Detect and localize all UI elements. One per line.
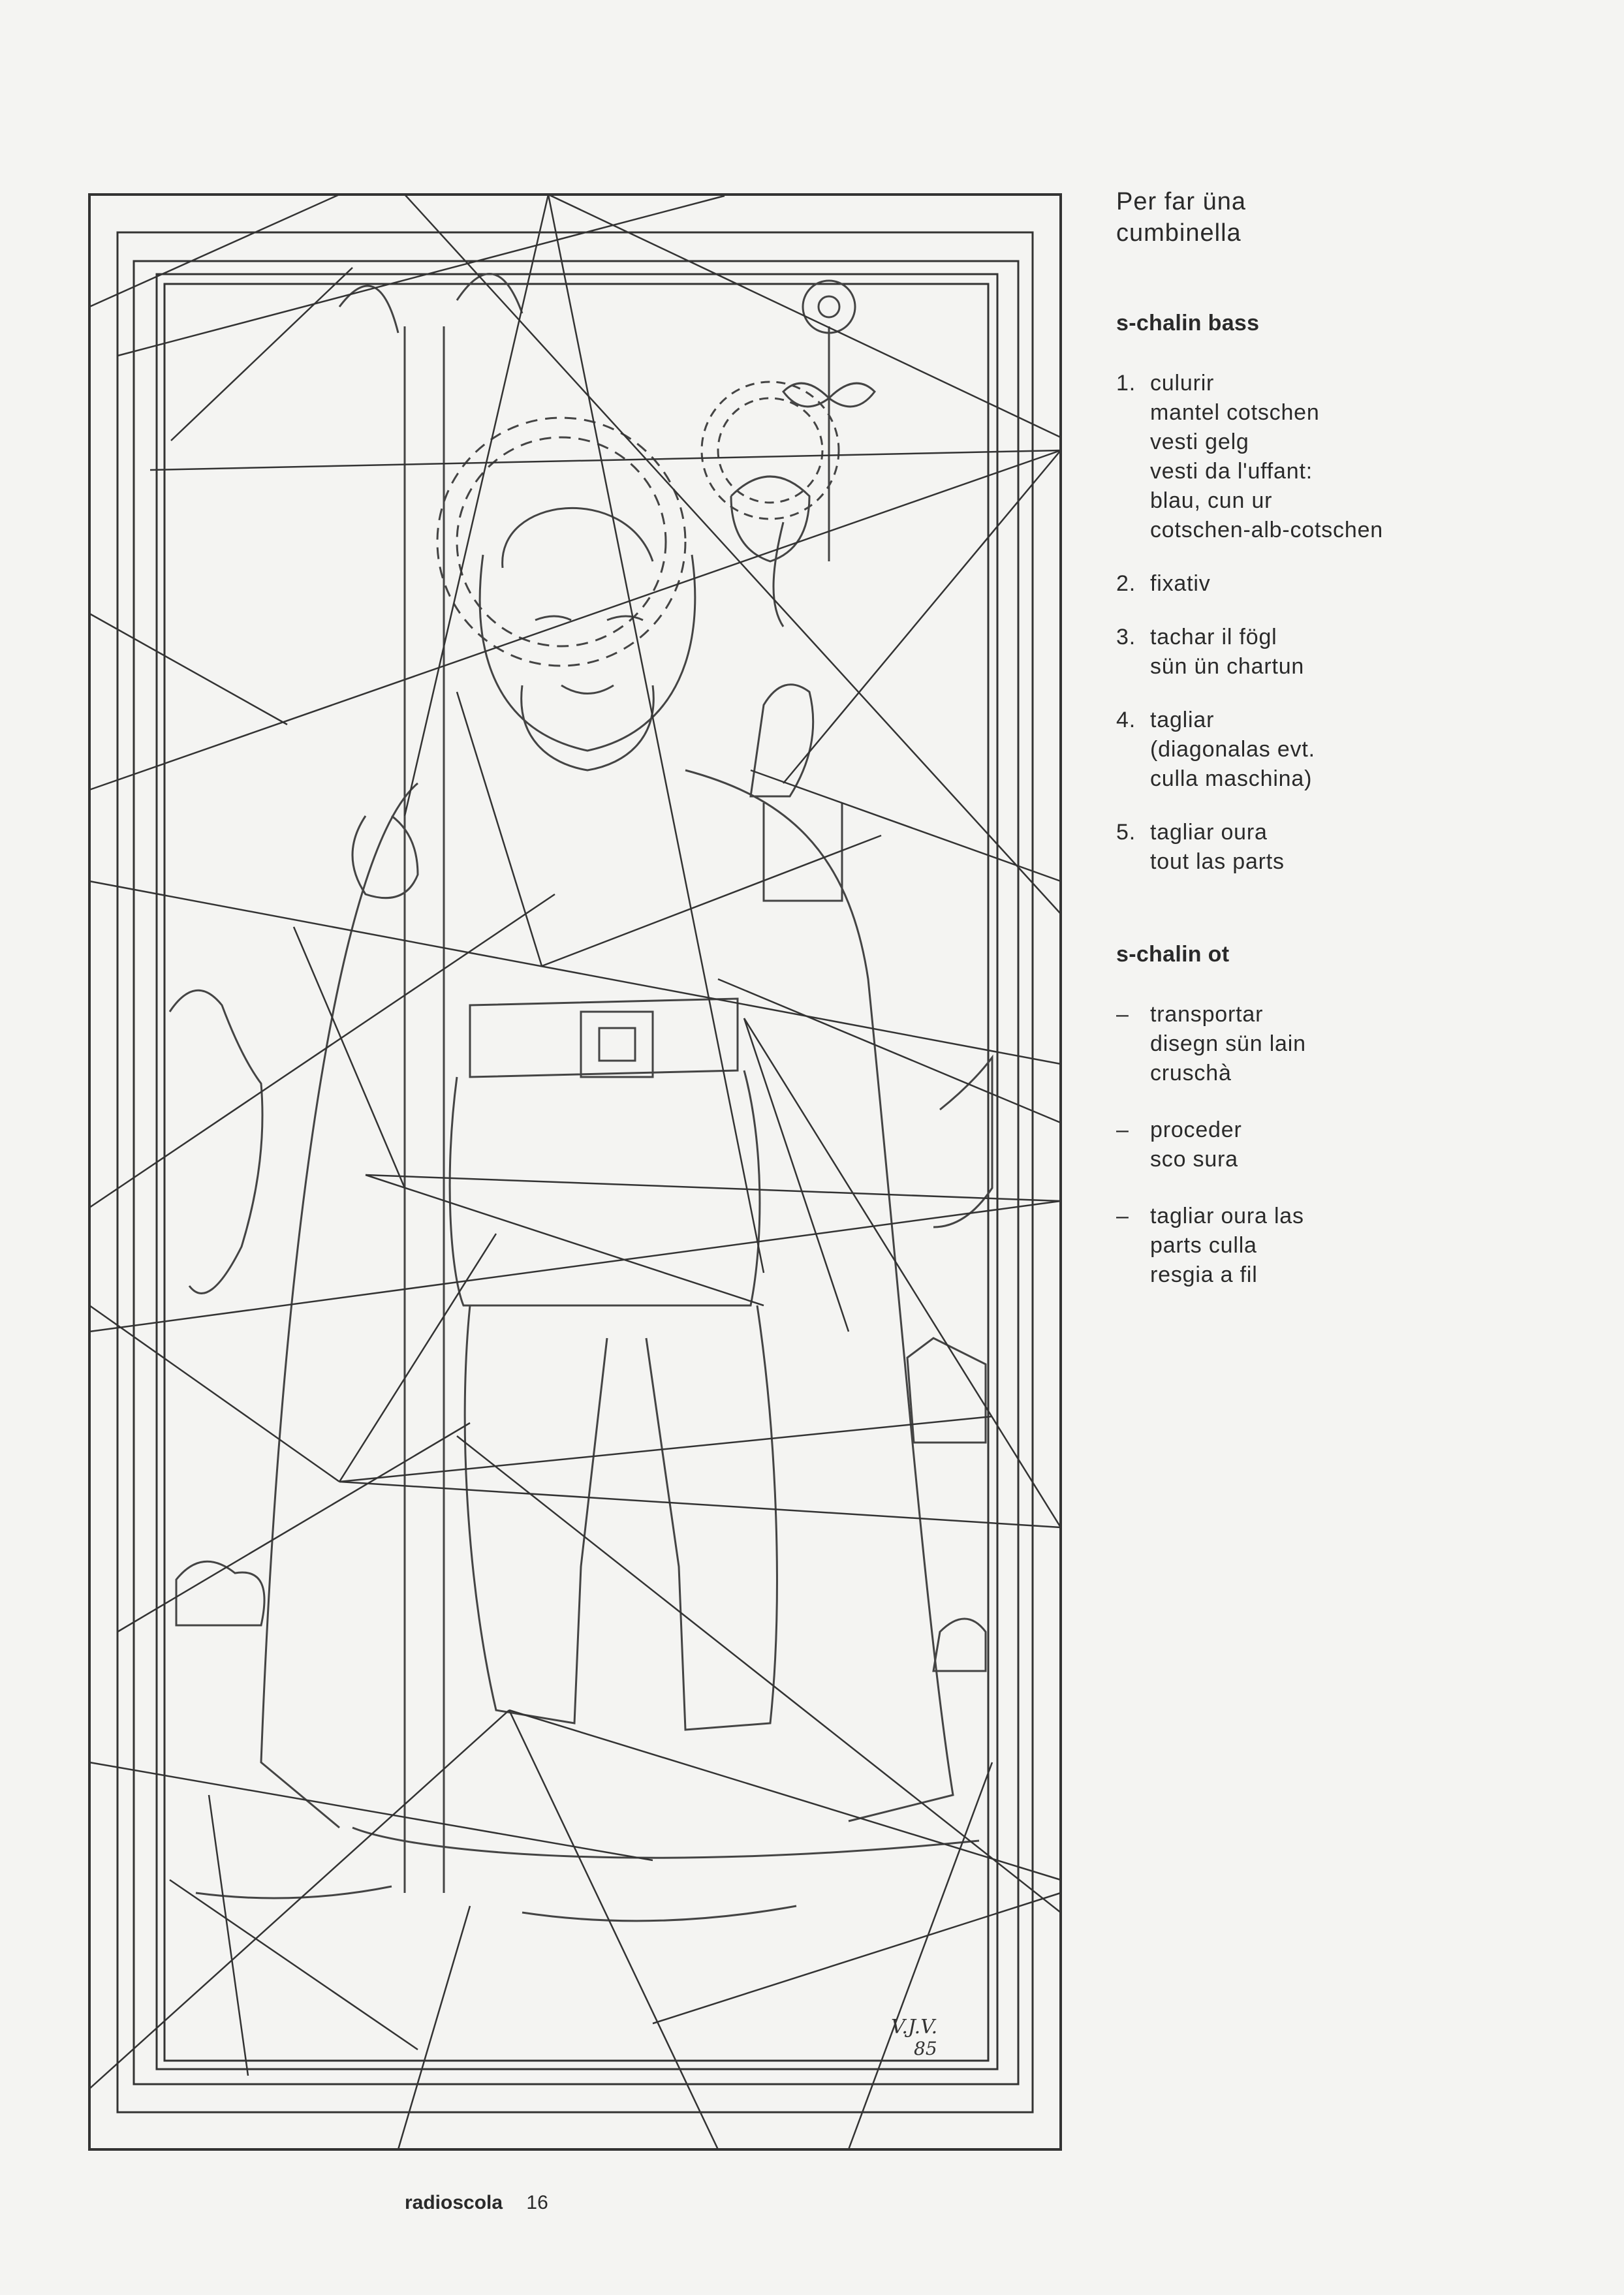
frame-4	[157, 274, 997, 2069]
step-number: 5.	[1116, 820, 1136, 845]
frame-2	[117, 232, 1033, 2112]
step-number: 1.	[1116, 371, 1136, 396]
section-heading-high-level: s-chalin ot	[1116, 942, 1230, 967]
saint-figure-sketch	[170, 274, 992, 1921]
frame-3	[134, 261, 1018, 2084]
step-text: tagliar (diagonalas evt. culla maschina)	[1150, 708, 1315, 791]
step-number: 4.	[1116, 708, 1136, 732]
frame-5	[164, 284, 988, 2061]
dash-text: proceder sco sura	[1150, 1117, 1242, 1172]
step-item	[1116, 369, 1573, 545]
dash-item	[1116, 1202, 1573, 1290]
page-footer	[405, 2192, 548, 2214]
steps-list	[1116, 369, 1573, 877]
step-text: tagliar oura tout las parts	[1150, 820, 1285, 874]
dash-mark: –	[1116, 1204, 1129, 1228]
dash-text: tagliar oura las parts culla resgia a fil	[1150, 1204, 1304, 1287]
dash-text: transportar disegn sün lain cruschà	[1150, 1002, 1306, 1085]
high-level-section	[1116, 942, 1573, 1290]
step-item	[1116, 569, 1573, 599]
step-number: 2.	[1116, 571, 1136, 596]
publication-name: radioscola	[405, 2192, 503, 2213]
section-heading-low-level: s-chalin bass	[1116, 311, 1260, 336]
step-item	[1116, 623, 1573, 681]
dash-mark: –	[1116, 1002, 1129, 1027]
dash-mark: –	[1116, 1117, 1129, 1142]
step-item	[1116, 706, 1573, 794]
artist-signature-year: 85	[914, 2038, 937, 2059]
page-number: 16	[526, 2192, 548, 2213]
step-text: tachar il fögl sün ün chartun	[1150, 625, 1305, 679]
artist-signature: V.J.V.	[891, 2016, 938, 2038]
dash-item	[1116, 1116, 1573, 1174]
dash-item	[1116, 1000, 1573, 1088]
instructions-panel	[1116, 186, 1573, 1317]
instructions-title: Per far üna cumbinella	[1116, 188, 1246, 247]
step-text: fixativ	[1150, 571, 1211, 596]
step-item	[1116, 818, 1573, 877]
step-number: 3.	[1116, 625, 1136, 649]
step-text: culurir mantel cotschen vesti gelg vesti da l'uffant: blau, cun ur cotschen-alb-cotschen	[1150, 371, 1383, 542]
